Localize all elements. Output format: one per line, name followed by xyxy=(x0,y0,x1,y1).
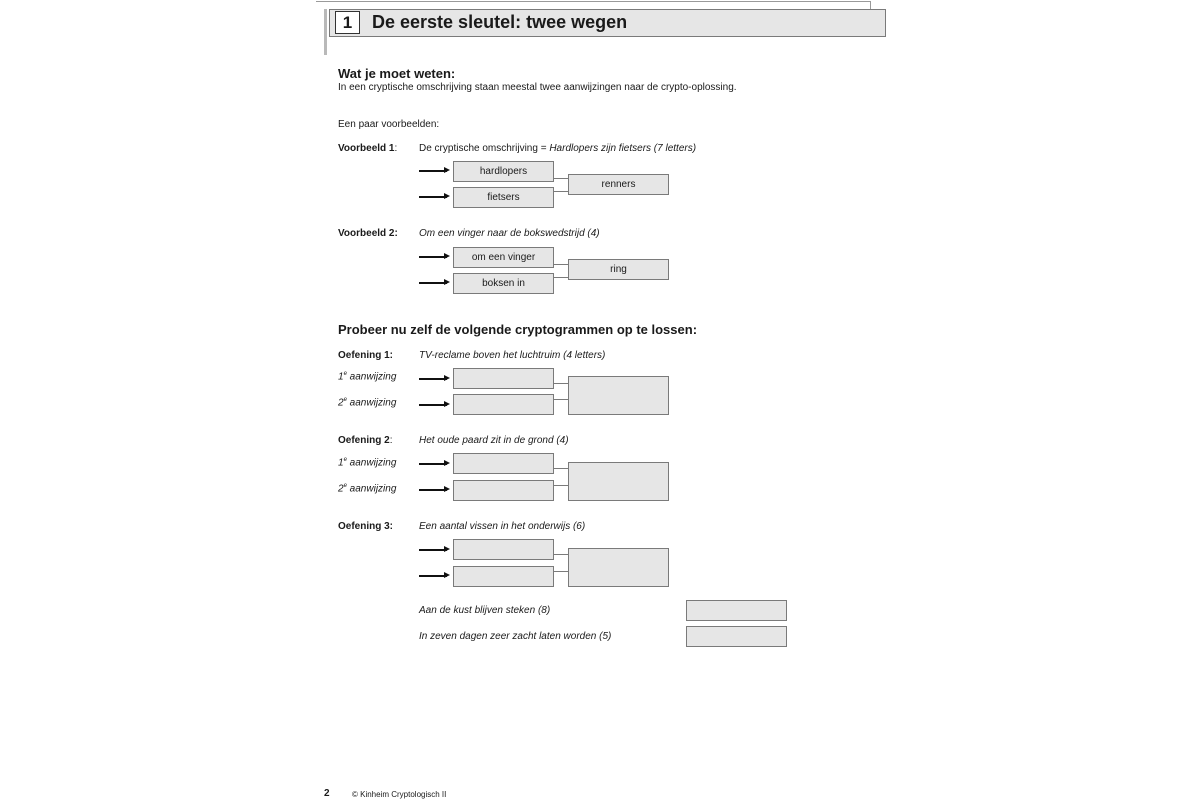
connector-line xyxy=(554,178,568,179)
copyright-text: © Kinheim Cryptologisch II xyxy=(352,790,447,799)
first-hint-label: 1e aanwijzing xyxy=(338,371,397,383)
second-hint-label: 2e aanwijzing xyxy=(338,483,397,495)
examples-intro: Een paar voorbeelden: xyxy=(338,119,440,130)
exercise-3-hint-1-field[interactable] xyxy=(453,539,554,560)
arrow-right-icon xyxy=(419,404,447,406)
exercise-2-label: Oefening 2: xyxy=(338,435,393,446)
example-2-hint-1: om een vinger xyxy=(453,247,554,268)
arrow-right-icon xyxy=(419,549,447,551)
exercise-3-answer-field[interactable] xyxy=(568,548,669,587)
example-2-answer: ring xyxy=(568,259,669,280)
example-1-hint-2: fietsers xyxy=(453,187,554,208)
connector-line xyxy=(554,191,568,192)
arrow-right-icon xyxy=(419,196,447,198)
connector-line xyxy=(554,383,568,384)
arrow-right-icon xyxy=(419,463,447,465)
example-2-hint-2: boksen in xyxy=(453,273,554,294)
exercise-3-hint-2-field[interactable] xyxy=(453,566,554,587)
connector-line xyxy=(554,264,568,265)
second-hint-label: 2e aanwijzing xyxy=(338,397,397,409)
exercise-2-hint-2-field[interactable] xyxy=(453,480,554,501)
intro-text: In een cryptische omschrijving staan meestal twee aanwijzingen naar de crypto-oplossing. xyxy=(338,82,737,93)
example-1-label: Voorbeeld 1: xyxy=(338,143,398,154)
exercise-1-hint-2-field[interactable] xyxy=(453,394,554,415)
exercise-3-label: Oefening 3: xyxy=(338,521,394,532)
arrow-right-icon xyxy=(419,256,447,258)
connector-line xyxy=(554,485,568,486)
connector-line xyxy=(554,277,568,278)
arrow-right-icon xyxy=(419,170,447,172)
example-1-clue: De cryptische omschrijving = Hardlopers zijn fietsers (7 letters) xyxy=(419,143,697,154)
header-side-rule xyxy=(324,9,327,55)
extra-clue-2: In zeven dagen zeer zacht laten worden (5) xyxy=(419,631,612,642)
connector-line xyxy=(554,468,568,469)
connector-line xyxy=(554,554,568,555)
exercise-3-clue: Een aantal vissen in het onderwijs (6) xyxy=(419,521,586,532)
exercises-heading: Probeer nu zelf de volgende cryptogrammen op te lossen: xyxy=(338,322,698,337)
arrow-right-icon xyxy=(419,489,447,491)
exercise-2-clue: Het oude paard zit in de grond (4) xyxy=(419,435,569,446)
example-2-clue: Om een vinger naar de bokswedstrijd (4) xyxy=(419,228,600,239)
exercise-1-clue: TV-reclame boven het luchtruim (4 letters) xyxy=(419,350,606,361)
arrow-right-icon xyxy=(419,378,447,380)
extra-clue-1: Aan de kust blijven steken (8) xyxy=(419,605,551,616)
example-1-hint-1: hardlopers xyxy=(453,161,554,182)
example-1-answer: renners xyxy=(568,174,669,195)
example-2-label: Voorbeeld 2: xyxy=(338,228,398,239)
exercise-1-answer-field[interactable] xyxy=(568,376,669,415)
connector-line xyxy=(554,571,568,572)
arrow-right-icon xyxy=(419,282,447,284)
exercise-2-answer-field[interactable] xyxy=(568,462,669,501)
connector-line xyxy=(554,399,568,400)
exercise-1-hint-1-field[interactable] xyxy=(453,368,554,389)
intro-heading: Wat je moet weten: xyxy=(338,66,456,81)
page-number: 2 xyxy=(324,788,330,799)
first-hint-label: 1e aanwijzing xyxy=(338,457,397,469)
exercise-2-hint-1-field[interactable] xyxy=(453,453,554,474)
exercise-1-label: Oefening 1: xyxy=(338,350,394,361)
extra-clue-2-answer-field[interactable] xyxy=(686,626,787,647)
extra-clue-1-answer-field[interactable] xyxy=(686,600,787,621)
arrow-right-icon xyxy=(419,575,447,577)
chapter-number: 1 xyxy=(335,11,360,34)
page-title: De eerste sleutel: twee wegen xyxy=(372,12,628,32)
